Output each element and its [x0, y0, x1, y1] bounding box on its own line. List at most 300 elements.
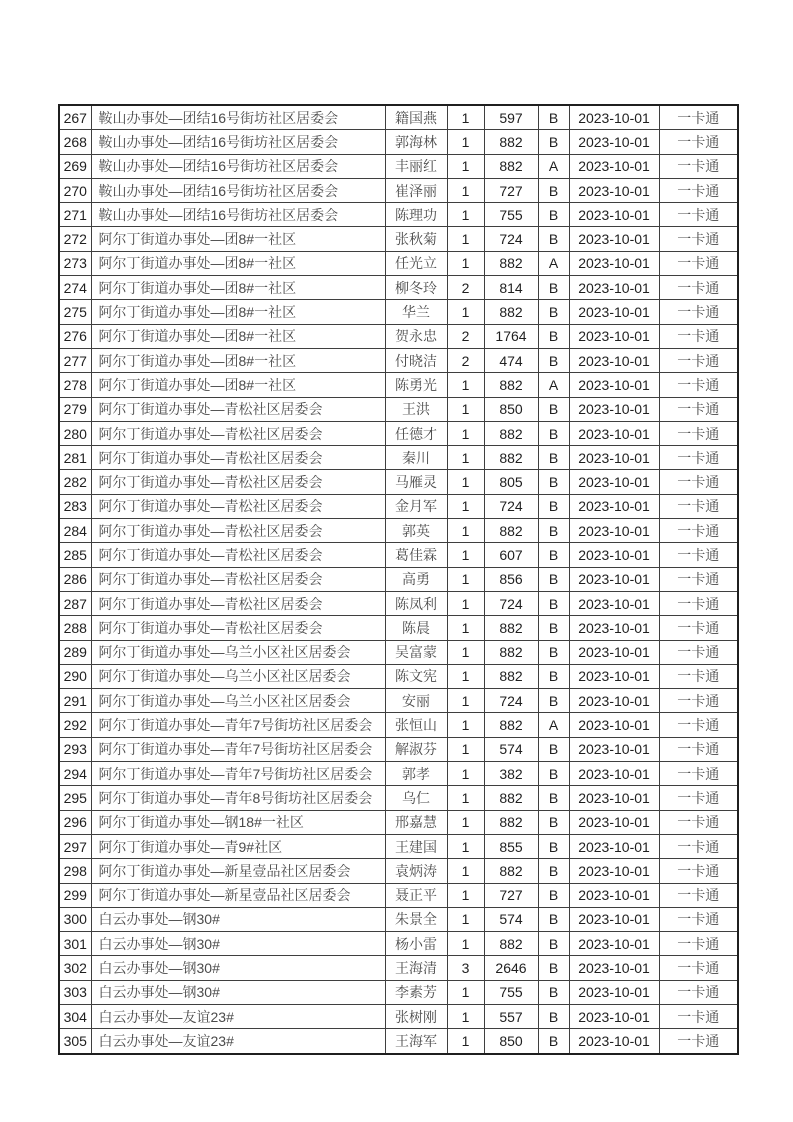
cell-card-type: 一卡通	[659, 130, 738, 154]
cell-grade: B	[538, 348, 569, 372]
table-row	[59, 980, 738, 1004]
cell-row-number: 302	[59, 956, 91, 980]
cell-person-name: 张树刚	[385, 1004, 447, 1028]
cell-quantity: 2	[447, 348, 484, 372]
cell-date: 2023-10-01	[569, 640, 659, 664]
cell-grade: B	[538, 980, 569, 1004]
cell-date: 2023-10-01	[569, 810, 659, 834]
cell-quantity: 1	[447, 713, 484, 737]
cell-organization: 阿尔丁街道办事处—青年7号街坊社区居委会	[91, 762, 385, 786]
cell-date: 2023-10-01	[569, 421, 659, 445]
cell-grade: B	[538, 786, 569, 810]
table-row	[59, 324, 738, 348]
cell-grade: B	[538, 762, 569, 786]
cell-date: 2023-10-01	[569, 494, 659, 518]
cell-amount: 724	[484, 494, 538, 518]
cell-row-number: 287	[59, 591, 91, 615]
cell-grade: B	[538, 640, 569, 664]
table-row	[59, 373, 738, 397]
cell-amount: 882	[484, 373, 538, 397]
cell-organization: 鞍山办事处—团结16号街坊社区居委会	[91, 154, 385, 178]
cell-card-type: 一卡通	[659, 980, 738, 1004]
cell-person-name: 张秋菊	[385, 227, 447, 251]
cell-card-type: 一卡通	[659, 664, 738, 688]
cell-date: 2023-10-01	[569, 324, 659, 348]
cell-quantity: 1	[447, 494, 484, 518]
cell-organization: 白云办事处—钢30#	[91, 956, 385, 980]
cell-quantity: 1	[447, 1029, 484, 1054]
cell-row-number: 298	[59, 859, 91, 883]
cell-person-name: 陈理功	[385, 203, 447, 227]
table-row	[59, 543, 738, 567]
cell-quantity: 1	[447, 883, 484, 907]
cell-grade: B	[538, 105, 569, 130]
cell-person-name: 杨小雷	[385, 932, 447, 956]
cell-person-name: 高勇	[385, 567, 447, 591]
cell-organization: 阿尔丁街道办事处—青松社区居委会	[91, 446, 385, 470]
cell-card-type: 一卡通	[659, 470, 738, 494]
table-row	[59, 713, 738, 737]
cell-card-type: 一卡通	[659, 494, 738, 518]
cell-amount: 882	[484, 640, 538, 664]
cell-amount: 574	[484, 737, 538, 761]
cell-quantity: 1	[447, 251, 484, 275]
cell-organization: 白云办事处—友谊23#	[91, 1029, 385, 1054]
cell-amount: 724	[484, 591, 538, 615]
cell-amount: 882	[484, 130, 538, 154]
table-row	[59, 664, 738, 688]
cell-card-type: 一卡通	[659, 640, 738, 664]
cell-organization: 阿尔丁街道办事处—青松社区居委会	[91, 543, 385, 567]
cell-card-type: 一卡通	[659, 105, 738, 130]
cell-amount: 724	[484, 689, 538, 713]
cell-date: 2023-10-01	[569, 446, 659, 470]
cell-grade: B	[538, 470, 569, 494]
cell-quantity: 1	[447, 421, 484, 445]
cell-date: 2023-10-01	[569, 907, 659, 931]
table-row	[59, 762, 738, 786]
cell-date: 2023-10-01	[569, 1004, 659, 1028]
cell-date: 2023-10-01	[569, 932, 659, 956]
cell-quantity: 3	[447, 956, 484, 980]
cell-card-type: 一卡通	[659, 397, 738, 421]
cell-grade: B	[538, 567, 569, 591]
cell-amount: 882	[484, 616, 538, 640]
cell-person-name: 金月军	[385, 494, 447, 518]
cell-grade: B	[538, 178, 569, 202]
cell-date: 2023-10-01	[569, 300, 659, 324]
cell-organization: 阿尔丁街道办事处—青松社区居委会	[91, 567, 385, 591]
cell-date: 2023-10-01	[569, 834, 659, 858]
cell-date: 2023-10-01	[569, 276, 659, 300]
cell-person-name: 安丽	[385, 689, 447, 713]
cell-grade: B	[538, 324, 569, 348]
table-row	[59, 616, 738, 640]
table-row	[59, 178, 738, 202]
cell-quantity: 1	[447, 300, 484, 324]
cell-quantity: 1	[447, 664, 484, 688]
cell-amount: 882	[484, 713, 538, 737]
cell-card-type: 一卡通	[659, 1029, 738, 1054]
cell-amount: 805	[484, 470, 538, 494]
table-row	[59, 786, 738, 810]
cell-row-number: 303	[59, 980, 91, 1004]
cell-quantity: 1	[447, 640, 484, 664]
subsidy-table	[58, 104, 739, 1055]
cell-row-number: 284	[59, 519, 91, 543]
cell-person-name: 王建国	[385, 834, 447, 858]
cell-amount: 882	[484, 251, 538, 275]
cell-quantity: 1	[447, 227, 484, 251]
cell-quantity: 1	[447, 859, 484, 883]
cell-date: 2023-10-01	[569, 883, 659, 907]
cell-quantity: 1	[447, 932, 484, 956]
cell-amount: 755	[484, 203, 538, 227]
cell-row-number: 299	[59, 883, 91, 907]
cell-card-type: 一卡通	[659, 227, 738, 251]
cell-grade: B	[538, 519, 569, 543]
cell-organization: 阿尔丁街道办事处—青年7号街坊社区居委会	[91, 737, 385, 761]
cell-date: 2023-10-01	[569, 130, 659, 154]
cell-amount: 850	[484, 397, 538, 421]
cell-card-type: 一卡通	[659, 591, 738, 615]
cell-row-number: 305	[59, 1029, 91, 1054]
cell-quantity: 1	[447, 178, 484, 202]
cell-row-number: 269	[59, 154, 91, 178]
table-row	[59, 421, 738, 445]
cell-card-type: 一卡通	[659, 907, 738, 931]
cell-date: 2023-10-01	[569, 397, 659, 421]
table-row	[59, 105, 738, 130]
cell-organization: 阿尔丁街道办事处—青松社区居委会	[91, 494, 385, 518]
cell-row-number: 282	[59, 470, 91, 494]
cell-quantity: 1	[447, 810, 484, 834]
cell-organization: 阿尔丁街道办事处—青松社区居委会	[91, 616, 385, 640]
cell-card-type: 一卡通	[659, 567, 738, 591]
cell-row-number: 296	[59, 810, 91, 834]
cell-organization: 阿尔丁街道办事处—团8#一社区	[91, 348, 385, 372]
cell-grade: B	[538, 494, 569, 518]
cell-person-name: 陈凤利	[385, 591, 447, 615]
cell-date: 2023-10-01	[569, 105, 659, 130]
table-row	[59, 470, 738, 494]
cell-date: 2023-10-01	[569, 251, 659, 275]
cell-organization: 白云办事处—钢30#	[91, 980, 385, 1004]
table-row	[59, 859, 738, 883]
cell-row-number: 295	[59, 786, 91, 810]
cell-row-number: 301	[59, 932, 91, 956]
cell-quantity: 1	[447, 834, 484, 858]
cell-row-number: 292	[59, 713, 91, 737]
cell-grade: B	[538, 421, 569, 445]
table-row	[59, 130, 738, 154]
table-row	[59, 519, 738, 543]
cell-row-number: 285	[59, 543, 91, 567]
table-row	[59, 494, 738, 518]
table-row	[59, 932, 738, 956]
cell-date: 2023-10-01	[569, 178, 659, 202]
cell-row-number: 268	[59, 130, 91, 154]
cell-person-name: 王海清	[385, 956, 447, 980]
cell-card-type: 一卡通	[659, 956, 738, 980]
cell-person-name: 吴富蒙	[385, 640, 447, 664]
cell-person-name: 付晓洁	[385, 348, 447, 372]
cell-person-name: 丰丽红	[385, 154, 447, 178]
cell-amount: 574	[484, 907, 538, 931]
cell-quantity: 1	[447, 786, 484, 810]
cell-quantity: 1	[447, 1004, 484, 1028]
cell-card-type: 一卡通	[659, 251, 738, 275]
cell-card-type: 一卡通	[659, 834, 738, 858]
cell-organization: 阿尔丁街道办事处—团8#一社区	[91, 227, 385, 251]
cell-organization: 阿尔丁街道办事处—团8#一社区	[91, 251, 385, 275]
cell-amount: 882	[484, 519, 538, 543]
cell-card-type: 一卡通	[659, 276, 738, 300]
cell-quantity: 1	[447, 543, 484, 567]
table-row	[59, 203, 738, 227]
cell-person-name: 郭海林	[385, 130, 447, 154]
cell-date: 2023-10-01	[569, 567, 659, 591]
table-row	[59, 1029, 738, 1054]
cell-organization: 阿尔丁街道办事处—新星壹品社区居委会	[91, 883, 385, 907]
cell-grade: B	[538, 397, 569, 421]
cell-grade: B	[538, 834, 569, 858]
cell-row-number: 297	[59, 834, 91, 858]
cell-date: 2023-10-01	[569, 227, 659, 251]
cell-row-number: 304	[59, 1004, 91, 1028]
cell-grade: B	[538, 616, 569, 640]
cell-grade: B	[538, 227, 569, 251]
cell-person-name: 王洪	[385, 397, 447, 421]
cell-row-number: 276	[59, 324, 91, 348]
cell-organization: 阿尔丁街道办事处—青年7号街坊社区居委会	[91, 713, 385, 737]
cell-row-number: 288	[59, 616, 91, 640]
cell-quantity: 2	[447, 324, 484, 348]
cell-organization: 阿尔丁街道办事处—团8#一社区	[91, 373, 385, 397]
cell-row-number: 270	[59, 178, 91, 202]
cell-amount: 882	[484, 421, 538, 445]
cell-organization: 阿尔丁街道办事处—青松社区居委会	[91, 519, 385, 543]
cell-organization: 阿尔丁街道办事处—新星壹品社区居委会	[91, 859, 385, 883]
cell-person-name: 贺永忠	[385, 324, 447, 348]
cell-date: 2023-10-01	[569, 203, 659, 227]
cell-date: 2023-10-01	[569, 470, 659, 494]
cell-organization: 阿尔丁街道办事处—青松社区居委会	[91, 470, 385, 494]
cell-row-number: 273	[59, 251, 91, 275]
cell-date: 2023-10-01	[569, 689, 659, 713]
cell-row-number: 279	[59, 397, 91, 421]
cell-date: 2023-10-01	[569, 713, 659, 737]
cell-amount: 597	[484, 105, 538, 130]
cell-grade: B	[538, 664, 569, 688]
cell-date: 2023-10-01	[569, 348, 659, 372]
cell-card-type: 一卡通	[659, 616, 738, 640]
cell-amount: 882	[484, 859, 538, 883]
cell-person-name: 郭孝	[385, 762, 447, 786]
cell-amount: 1764	[484, 324, 538, 348]
cell-row-number: 293	[59, 737, 91, 761]
cell-amount: 882	[484, 446, 538, 470]
cell-quantity: 1	[447, 105, 484, 130]
cell-row-number: 291	[59, 689, 91, 713]
cell-card-type: 一卡通	[659, 154, 738, 178]
cell-card-type: 一卡通	[659, 883, 738, 907]
table-row	[59, 348, 738, 372]
cell-row-number: 300	[59, 907, 91, 931]
cell-row-number: 277	[59, 348, 91, 372]
cell-grade: B	[538, 689, 569, 713]
cell-grade: B	[538, 203, 569, 227]
cell-date: 2023-10-01	[569, 519, 659, 543]
cell-person-name: 华兰	[385, 300, 447, 324]
cell-person-name: 柳冬玲	[385, 276, 447, 300]
cell-organization: 鞍山办事处—团结16号街坊社区居委会	[91, 178, 385, 202]
cell-organization: 白云办事处—钢30#	[91, 932, 385, 956]
cell-grade: B	[538, 932, 569, 956]
cell-person-name: 陈勇光	[385, 373, 447, 397]
cell-organization: 白云办事处—友谊23#	[91, 1004, 385, 1028]
cell-quantity: 1	[447, 689, 484, 713]
cell-grade: B	[538, 737, 569, 761]
cell-date: 2023-10-01	[569, 762, 659, 786]
cell-row-number: 271	[59, 203, 91, 227]
cell-grade: B	[538, 810, 569, 834]
cell-card-type: 一卡通	[659, 689, 738, 713]
cell-person-name: 朱景全	[385, 907, 447, 931]
cell-amount: 474	[484, 348, 538, 372]
cell-card-type: 一卡通	[659, 348, 738, 372]
cell-organization: 阿尔丁街道办事处—乌兰小区社区居委会	[91, 640, 385, 664]
cell-grade: A	[538, 251, 569, 275]
cell-amount: 724	[484, 227, 538, 251]
cell-quantity: 1	[447, 591, 484, 615]
cell-quantity: 1	[447, 519, 484, 543]
cell-amount: 882	[484, 154, 538, 178]
cell-card-type: 一卡通	[659, 1004, 738, 1028]
table-row	[59, 907, 738, 931]
cell-person-name: 崔泽丽	[385, 178, 447, 202]
cell-person-name: 陈晨	[385, 616, 447, 640]
table-row	[59, 1004, 738, 1028]
cell-organization: 鞍山办事处—团结16号街坊社区居委会	[91, 203, 385, 227]
cell-grade: B	[538, 591, 569, 615]
cell-grade: A	[538, 713, 569, 737]
cell-person-name: 聂正平	[385, 883, 447, 907]
cell-row-number: 290	[59, 664, 91, 688]
cell-amount: 882	[484, 664, 538, 688]
cell-organization: 阿尔丁街道办事处—钢18#一社区	[91, 810, 385, 834]
table-row	[59, 834, 738, 858]
cell-organization: 阿尔丁街道办事处—青松社区居委会	[91, 421, 385, 445]
cell-amount: 814	[484, 276, 538, 300]
cell-quantity: 1	[447, 980, 484, 1004]
cell-grade: B	[538, 446, 569, 470]
cell-amount: 557	[484, 1004, 538, 1028]
cell-grade: B	[538, 1029, 569, 1054]
cell-organization: 鞍山办事处—团结16号街坊社区居委会	[91, 130, 385, 154]
cell-amount: 755	[484, 980, 538, 1004]
cell-organization: 鞍山办事处—团结16号街坊社区居委会	[91, 105, 385, 130]
cell-card-type: 一卡通	[659, 300, 738, 324]
cell-person-name: 秦川	[385, 446, 447, 470]
cell-date: 2023-10-01	[569, 543, 659, 567]
cell-amount: 2646	[484, 956, 538, 980]
cell-person-name: 葛佳霖	[385, 543, 447, 567]
cell-amount: 882	[484, 786, 538, 810]
cell-grade: B	[538, 956, 569, 980]
cell-grade: B	[538, 276, 569, 300]
table-row	[59, 397, 738, 421]
cell-date: 2023-10-01	[569, 737, 659, 761]
cell-grade: B	[538, 907, 569, 931]
cell-grade: B	[538, 130, 569, 154]
cell-card-type: 一卡通	[659, 446, 738, 470]
cell-person-name: 任光立	[385, 251, 447, 275]
cell-amount: 882	[484, 300, 538, 324]
cell-person-name: 邢嘉慧	[385, 810, 447, 834]
cell-date: 2023-10-01	[569, 373, 659, 397]
cell-amount: 727	[484, 883, 538, 907]
cell-card-type: 一卡通	[659, 762, 738, 786]
cell-grade: A	[538, 154, 569, 178]
cell-card-type: 一卡通	[659, 713, 738, 737]
cell-row-number: 278	[59, 373, 91, 397]
cell-card-type: 一卡通	[659, 373, 738, 397]
cell-row-number: 286	[59, 567, 91, 591]
cell-date: 2023-10-01	[569, 1029, 659, 1054]
cell-amount: 856	[484, 567, 538, 591]
cell-amount: 882	[484, 810, 538, 834]
cell-card-type: 一卡通	[659, 810, 738, 834]
cell-date: 2023-10-01	[569, 980, 659, 1004]
cell-grade: B	[538, 1004, 569, 1028]
cell-card-type: 一卡通	[659, 737, 738, 761]
cell-card-type: 一卡通	[659, 543, 738, 567]
cell-person-name: 郭英	[385, 519, 447, 543]
cell-amount: 727	[484, 178, 538, 202]
cell-grade: B	[538, 859, 569, 883]
cell-person-name: 马雁灵	[385, 470, 447, 494]
cell-organization: 阿尔丁街道办事处—青9#社区	[91, 834, 385, 858]
table-row	[59, 251, 738, 275]
table-row	[59, 737, 738, 761]
cell-quantity: 1	[447, 397, 484, 421]
cell-row-number: 289	[59, 640, 91, 664]
table-row	[59, 689, 738, 713]
cell-row-number: 275	[59, 300, 91, 324]
table-row	[59, 810, 738, 834]
table-row	[59, 591, 738, 615]
cell-person-name: 籍国燕	[385, 105, 447, 130]
table-row	[59, 227, 738, 251]
cell-date: 2023-10-01	[569, 664, 659, 688]
cell-quantity: 1	[447, 446, 484, 470]
cell-quantity: 1	[447, 616, 484, 640]
cell-row-number: 283	[59, 494, 91, 518]
cell-row-number: 274	[59, 276, 91, 300]
cell-date: 2023-10-01	[569, 786, 659, 810]
cell-amount: 850	[484, 1029, 538, 1054]
cell-row-number: 272	[59, 227, 91, 251]
cell-organization: 阿尔丁街道办事处—团8#一社区	[91, 276, 385, 300]
cell-quantity: 1	[447, 907, 484, 931]
table-row	[59, 154, 738, 178]
cell-quantity: 1	[447, 130, 484, 154]
cell-person-name: 陈文宪	[385, 664, 447, 688]
table-row	[59, 956, 738, 980]
cell-grade: A	[538, 373, 569, 397]
cell-organization: 阿尔丁街道办事处—乌兰小区社区居委会	[91, 689, 385, 713]
